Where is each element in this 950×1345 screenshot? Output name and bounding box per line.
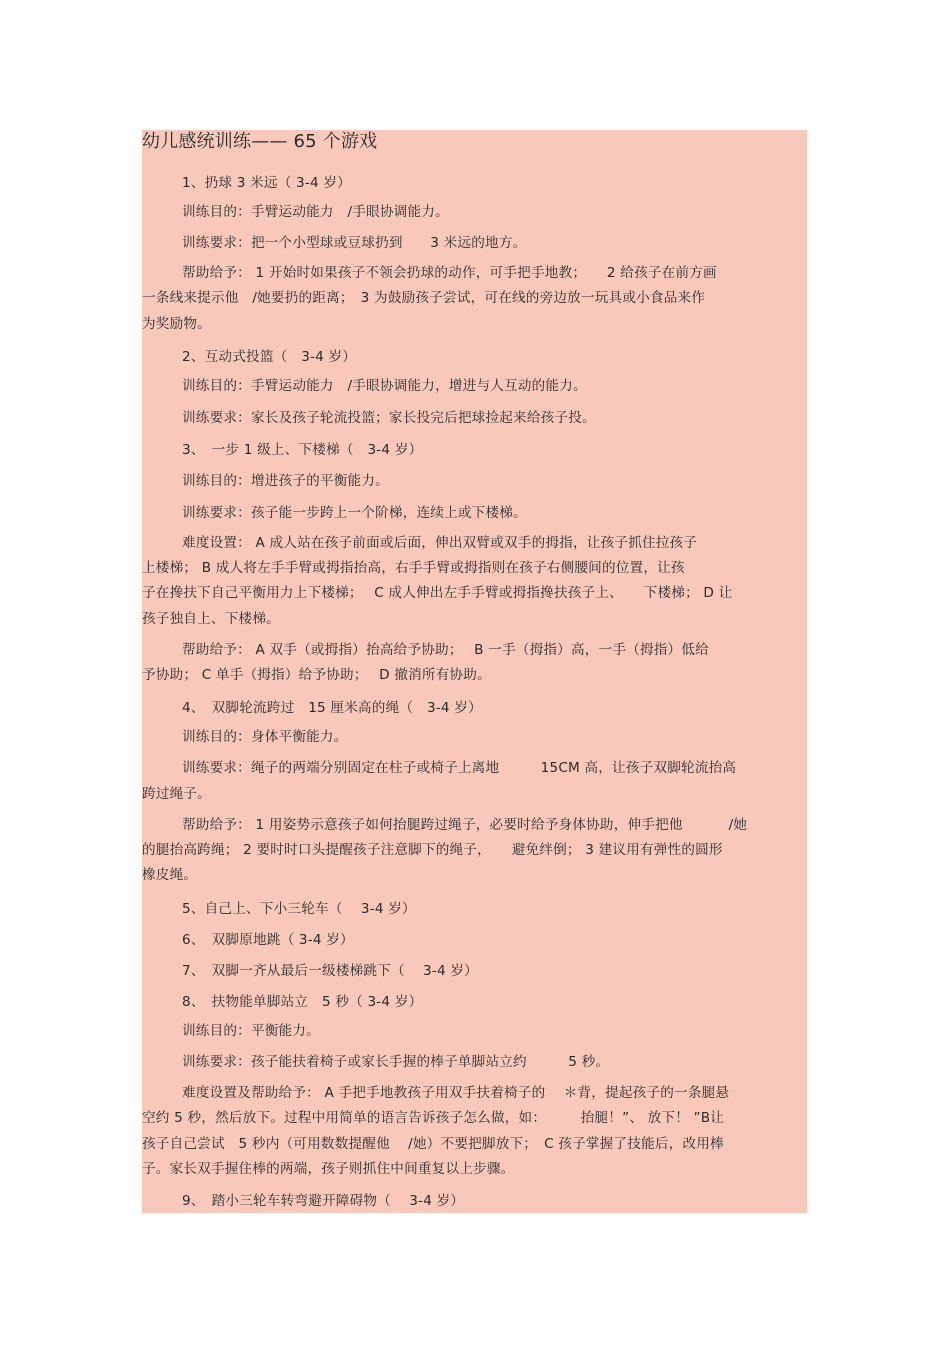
- text-line: 难度设置： A 成人站在孩子前面或后面，伸出双臂或双手的拇指，让孩子抓住拉孩子: [182, 535, 698, 551]
- heading-game-9: 9、 踏小三轮车转弯避开障碍物（ 3-4 岁）: [182, 1193, 465, 1209]
- text-line: 训练目的：平衡能力。: [182, 1023, 320, 1039]
- text-line: 空约 5 秒，然后放下。过程中用简单的语言告诉孩子怎么做，如： 抬腿！”、 放下！ ”B让: [142, 1110, 725, 1126]
- text-line: 子在搀扶下自己平衡用力上下楼梯； C 成人伸出左手手臂或拇指搀扶孩子上、 下楼梯； D 让: [142, 585, 733, 601]
- heading-game-5: 5、自己上、下小三轮车（ 3-4 岁）: [182, 901, 416, 917]
- text-line: 一条线来提示他 /她要扔的距离； 3 为鼓励孩子尝试，可在线的旁边放一玩具或小食品来作: [142, 290, 706, 306]
- heading-game-6: 6、 双脚原地跳（ 3-4 岁）: [182, 932, 354, 948]
- text-line: 训练目的：身体平衡能力。: [182, 729, 348, 745]
- heading-game-1: 1、扔球 3 米远（ 3-4 岁）: [182, 175, 351, 191]
- text-line: 训练要求：把一个小型球或豆球扔到 3 米远的地方。: [182, 235, 527, 251]
- text-line: 训练要求：孩子能扶着椅子或家长手握的棒子单脚站立约 5 秒。: [182, 1054, 610, 1070]
- text-line: 训练要求：孩子能一步跨上一个阶梯，连续上或下楼梯。: [182, 505, 527, 521]
- text-line: 训练目的：手臂运动能力 /手眼协调能力。: [182, 204, 449, 220]
- heading-game-2: 2、互动式投篮（ 3-4 岁）: [182, 349, 357, 365]
- text-line: 橡皮绳。: [142, 867, 198, 883]
- text-line: 帮助给予： A 双手（或拇指）抬高给予协助； B 一手（拇指）高，一手（拇指）低给: [182, 642, 709, 658]
- text-line: 训练目的：手臂运动能力 /手眼协调能力，增进与人互动的能力。: [182, 378, 587, 394]
- text-line: 子。家长双手握住棒的两端，孩子则抓住中间重复以上步骤。: [142, 1161, 515, 1177]
- text-line: 上楼梯； B 成人将左手手臂或拇指抬高，右手手臂或拇指则在孩子右侧腰间的位置，让孩: [142, 560, 685, 576]
- heading-game-8: 8、 扶物能单脚站立 5 秒（ 3-4 岁）: [182, 994, 423, 1010]
- text-line: 的腿抬高跨绳； 2 要时时口头提醒孩子注意脚下的绳子， 避免绊倒； 3 建议用有弹性的圆形: [142, 842, 723, 858]
- text-line: 跨过绳子。: [142, 786, 211, 802]
- text-line: 予协助； C 单手（拇指）给予协助； D 撤消所有协助。: [142, 667, 491, 683]
- text-line: 孩子独自上、下楼梯。: [142, 611, 280, 627]
- text-line: 孩子自己尝试 5 秒内（可用数数提醒他 /她）不要把脚放下； C 孩子掌握了技能后，改用棒: [142, 1136, 724, 1152]
- heading-game-3: 3、 一步 1 级上、下楼梯（ 3-4 岁）: [182, 442, 423, 458]
- page-title: 幼儿感统训练—— 65 个游戏: [142, 131, 378, 152]
- heading-game-7: 7、 双脚一齐从最后一级楼梯跳下（ 3-4 岁）: [182, 963, 478, 979]
- text-line: 训练要求：家长及孩子轮流投篮；家长投完后把球捡起来给孩子投。: [182, 410, 596, 426]
- text-line: 训练目的：增进孩子的平衡能力。: [182, 473, 389, 489]
- document-page: [142, 130, 807, 1213]
- text-line: 为奖励物。: [142, 316, 211, 332]
- text-line: 帮助给予： 1 开始时如果孩子不领会扔球的动作，可手把手地教； 2 给孩子在前方画: [182, 265, 717, 281]
- text-line: 帮助给予： 1 用姿势示意孩子如何抬腿跨过绳子，必要时给予身体协助，伸手把他 /她: [182, 817, 748, 833]
- heading-game-4: 4、 双脚轮流跨过 15 厘米高的绳（ 3-4 岁）: [182, 700, 482, 716]
- text-line: 难度设置及帮助给予： A 手把手地教孩子用双手扶着椅子的 ＊背，提起孩子的一条腿悬: [182, 1085, 730, 1101]
- text-line: 训练要求：绳子的两端分别固定在柱子或椅子上离地 15CM 高，让孩子双脚轮流抬高: [182, 760, 737, 776]
